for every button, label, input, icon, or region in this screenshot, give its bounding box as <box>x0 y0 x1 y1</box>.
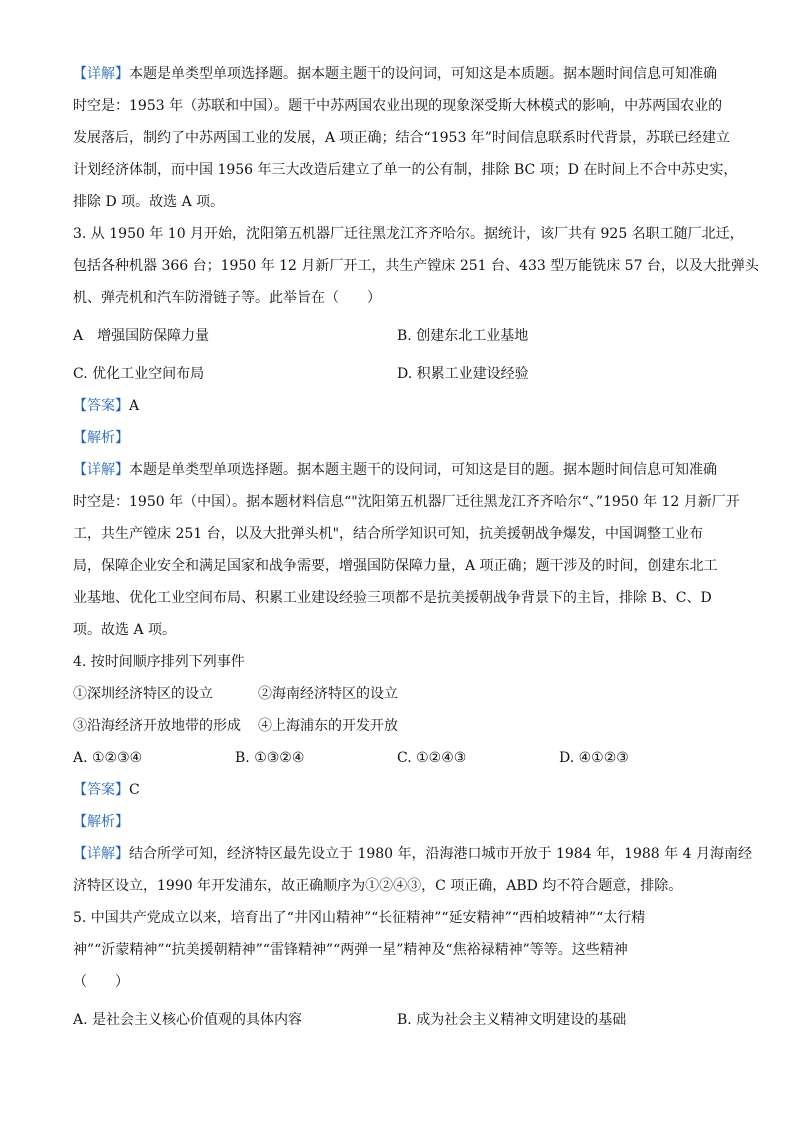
q3-analysis-tag: 【解析】 <box>73 430 129 446</box>
q2-detail-line: 【详解】本题是单类型单项选择题。据本题主题干的设问词，可知这是本质题。据本题时间信息可知准确 <box>73 66 717 82</box>
q4-option-a: A. ①②③④ <box>73 750 143 766</box>
q2-detail-line: 排除 D 项。故选 A 项。 <box>73 194 225 210</box>
q3-option-a: A 增强国防保障力量 <box>73 328 210 344</box>
q5-option-b: B. 成为社会主义精神文明建设的基础 <box>397 1012 627 1028</box>
q4-option-b: B. ①③②④ <box>235 750 305 766</box>
q3-option-c: C. 优化工业空间布局 <box>73 366 205 382</box>
q2-detail-line: 时空是：1953 年（苏联和中国）。题干中苏两国农业出现的现象深受斯大林模式的影响，中苏两国农业的 <box>73 98 723 114</box>
answer-tag: 【答案】 <box>73 782 129 798</box>
q3-detail-line: 时空是：1950 年（中国）。据本题材料信息“"沈阳第五机器厂迁往黑龙江齐齐哈尔“、”1950 年 12 月新厂开 <box>73 494 740 510</box>
q4-event: ④上海浦东的开发开放 <box>258 718 398 734</box>
q4-option-c: C. ①②④③ <box>397 750 467 766</box>
q3-detail-line: 项。故选 A 项。 <box>73 622 177 638</box>
answer-tag: 【答案】 <box>73 398 129 414</box>
q4-options-row <box>73 742 723 774</box>
q4-detail-line: 【详解】结合所学可知，经济特区最先设立于 1980 年，沿海港口城市开放于 1984 年，1988 年 4 月海南经 <box>73 846 752 862</box>
q4-answer <box>73 774 723 806</box>
q4-event: ②海南经济特区的设立 <box>258 686 398 702</box>
answer-value: C <box>129 782 140 798</box>
q2-detail-line: 计划经济体制，而中国 1956 年三大改造后建立了单一的公有制，排除 BC 项；D 在时间上不合中苏史实， <box>73 162 738 178</box>
q4-event: ①深圳经济特区的设立 <box>73 686 213 702</box>
detail-tag: 【详解】 <box>73 846 129 862</box>
q3-detail-line: 业基地、优化工业空间布局、积累工业建设经验三项都不是抗美援朝战争背景下的主旨，排除 B、C、D <box>73 590 712 606</box>
q5-stem-line: 5. 中国共产党成立以来，培育出了“井冈山精神”“长征精神”“延安精神”“西柏坡精神”“太行精 <box>73 910 646 926</box>
q3-detail-line: 工，共生产镗床 251 台，以及大批弹头机"，结合所学知识可知，抗美援朝战争爆发，中国调整工业布 <box>73 526 704 542</box>
q3-options-row <box>73 358 723 390</box>
q5-options-row <box>73 1004 723 1036</box>
q3-option-d: D. 积累工业建设经验 <box>397 366 529 382</box>
q3-answer <box>73 390 723 422</box>
detail-tag: 【详解】 <box>73 66 129 82</box>
q3-options-row <box>73 320 723 352</box>
q4-analysis-tag: 【解析】 <box>73 814 129 830</box>
q5-option-a: A. 是社会主义核心价值观的具体内容 <box>73 1012 303 1028</box>
q4-option-d: D. ④①②③ <box>559 750 629 766</box>
q3-detail-line: 【详解】本题是单类型单项选择题。据本题主题干的设问词，可知这是目的题。据本题时间信息可知准确 <box>73 462 717 478</box>
q3-stem-line: 机、弹壳机和汽车防滑链子等。此举旨在（ ） <box>73 290 381 306</box>
q2-detail-line: 发展落后，制约了中苏两国工业的发展，A 项正确；结合“1953 年”时间信息联系时代背景，苏联已经建立 <box>73 130 730 146</box>
q4-events-row <box>73 710 723 742</box>
q4-events-row <box>73 678 723 710</box>
q4-event: ③沿海经济开放地带的形成 <box>73 718 241 734</box>
q3-stem-line: 包括各种机器 366 台；1950 年 12 月新厂开工，共生产镗床 251 台、433 型万能铣床 57 台，以及大批弹头 <box>73 258 759 274</box>
detail-tag: 【详解】 <box>73 462 129 478</box>
q4-detail-line: 济特区设立，1990 年开发浦东，故正确顺序为①②④③，C 项正确，ABD 均不符合题意，排除。 <box>73 878 683 894</box>
document-page <box>73 58 759 1036</box>
q4-stem: 4. 按时间顺序排列下列事件 <box>73 654 245 670</box>
answer-value: A <box>129 398 140 414</box>
q5-stem-line: （ ） <box>73 974 129 990</box>
q3-detail-line: 局，保障企业安全和满足国家和战争需要，增强国防保障力量，A 项正确；题干涉及的时间，创建东北工 <box>73 558 718 574</box>
q3-option-b: B. 创建东北工业基地 <box>397 328 529 344</box>
q5-stem-line: 神”“沂蒙精神”“抗美援朝精神”“雷锋精神”“两弹一星”精神及“焦裕禄精神”等等。这些精神 <box>73 942 628 958</box>
q3-stem-line: 3. 从 1950 年 10 月开始，沈阳第五机器厂迁往黑龙江齐齐哈尔。据统计，该厂共有 925 名职工随厂北迁， <box>73 226 744 242</box>
